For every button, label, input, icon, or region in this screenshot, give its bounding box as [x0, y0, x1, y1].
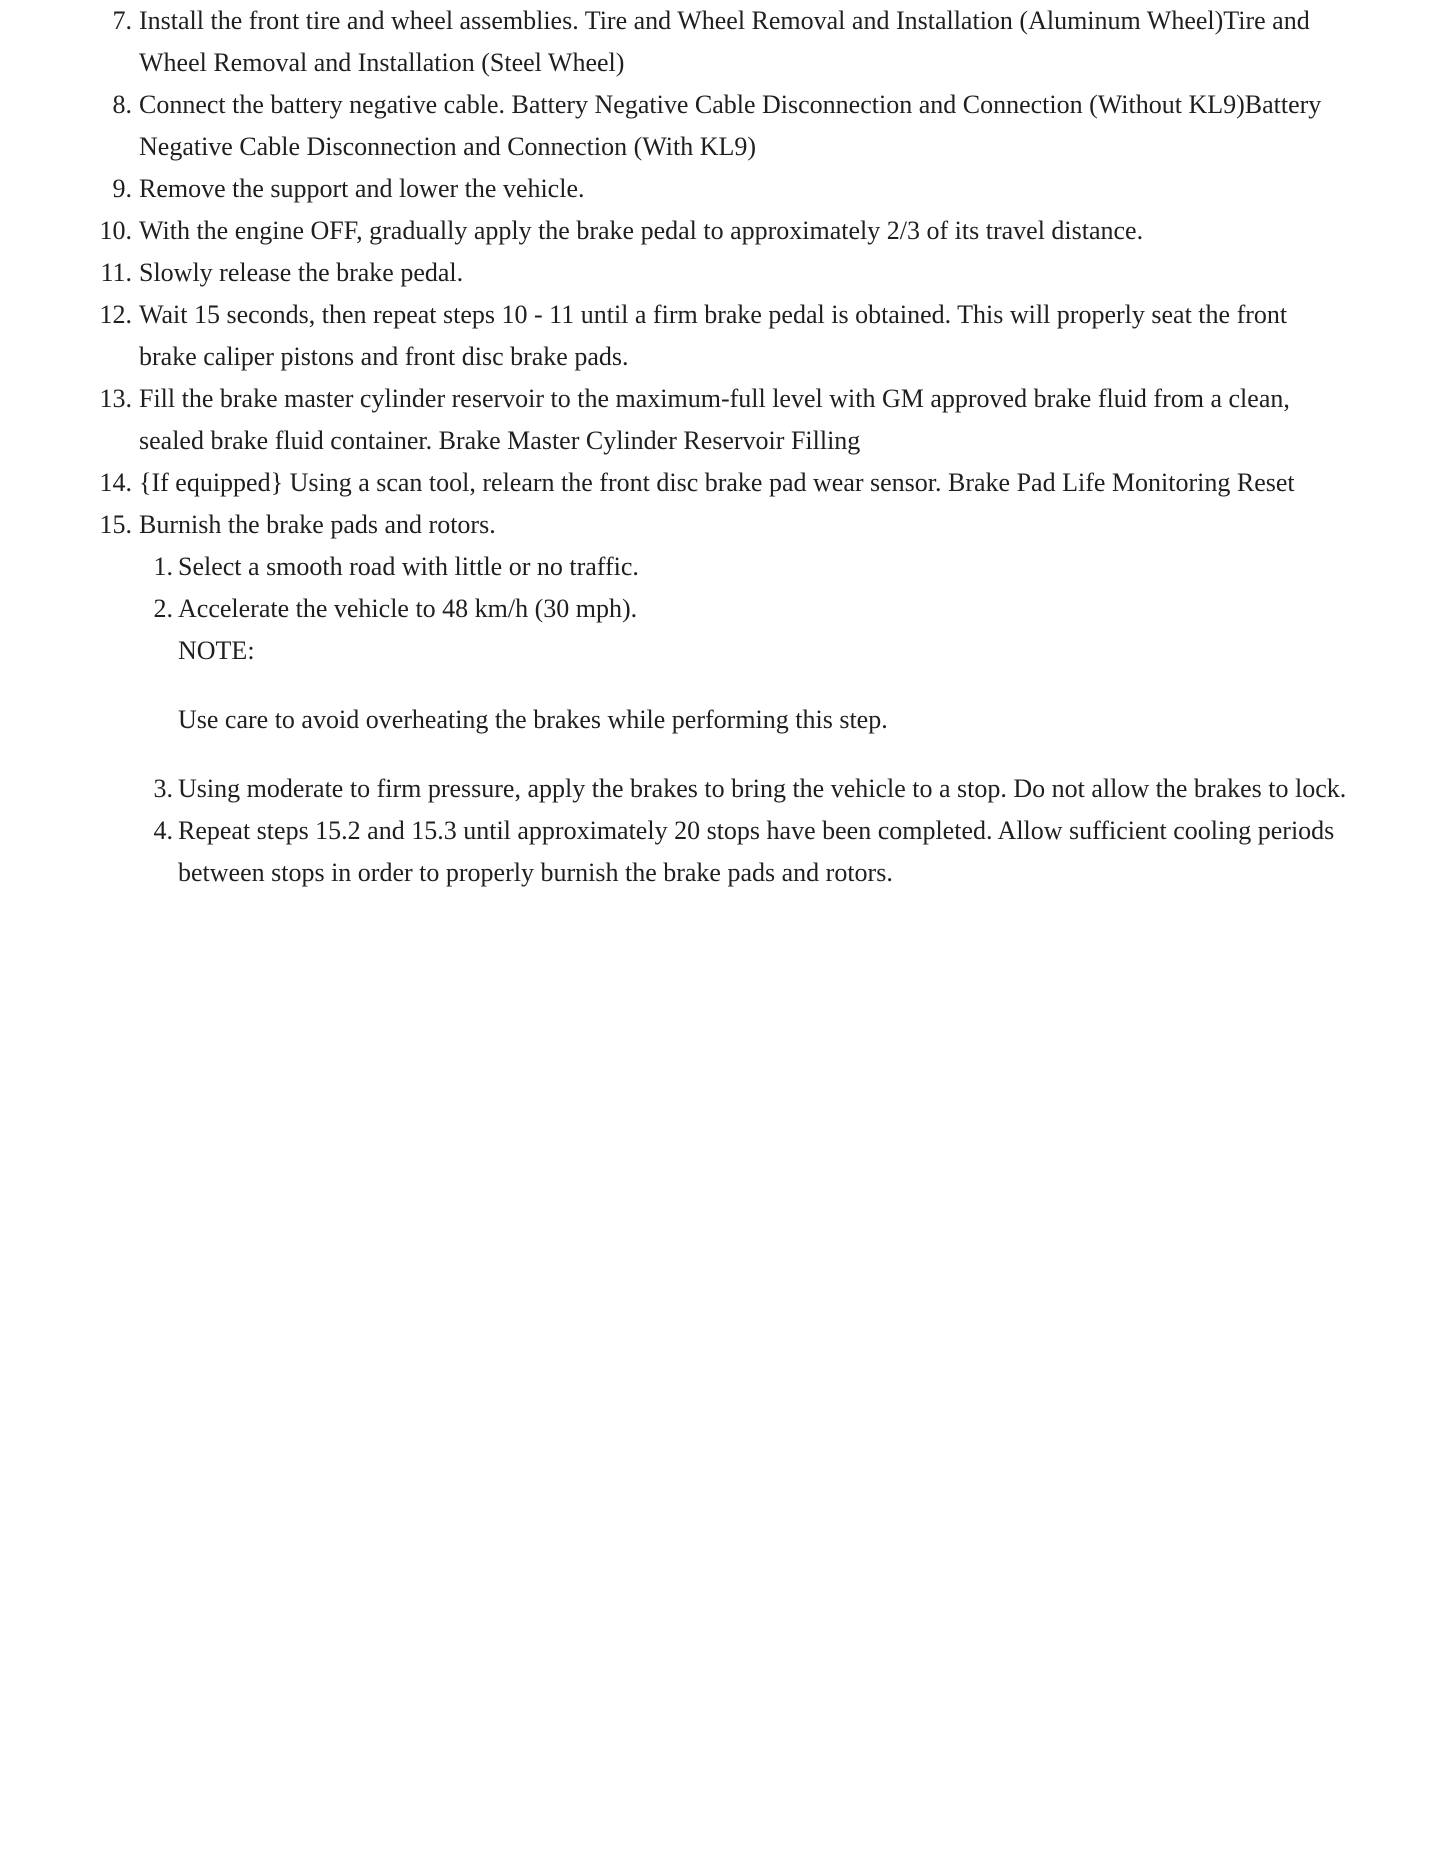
step-number: 14. [99, 468, 132, 497]
substep-15-3 [139, 768, 1350, 810]
step-number: 9. [112, 174, 132, 203]
step-text: With the engine OFF, gradually apply the brake pedal to approximately 2/3 of its travel distance. [139, 216, 1144, 245]
step-number: 12. [99, 300, 132, 329]
step-number: 8. [112, 90, 132, 119]
step-14 [0, 462, 1445, 504]
substep-15-4 [139, 810, 1350, 894]
step-number: 10. [99, 216, 132, 245]
substep-15-2 [139, 588, 1350, 741]
step-11 [0, 252, 1445, 294]
step-number: 15. [99, 510, 132, 539]
burnish-substeps [139, 546, 1350, 894]
procedure-steps [0, 0, 1445, 894]
note-text: Use care to avoid overheating the brakes while performing this step. [178, 705, 888, 734]
substep-15-1 [139, 546, 1350, 588]
step-text: Connect the battery negative cable. Battery Negative Cable Disconnection and Connection (Without KL9)Battery Negative Cable Disconnection and Connection (With KL9) [139, 90, 1322, 161]
step-12 [0, 294, 1445, 378]
substep-number: 1. [153, 552, 173, 581]
step-text: Slowly release the brake pedal. [139, 258, 464, 287]
substep-text: Select a smooth road with little or no traffic. [178, 552, 639, 581]
step-10 [0, 210, 1445, 252]
step-8 [0, 84, 1445, 168]
step-text: Fill the brake master cylinder reservoir to the maximum-full level with GM approved brake fluid from a clean, sealed brake fluid container. Brake Master Cylinder Reservoir Filling [139, 384, 1290, 455]
step-text: Install the front tire and wheel assemblies. Tire and Wheel Removal and Installation (Aluminum Wheel)Tire and Wheel Removal and Installation (Steel Wheel) [139, 6, 1310, 77]
step-text: Remove the support and lower the vehicle. [139, 174, 585, 203]
substep-number: 2. [153, 594, 173, 623]
step-13 [0, 378, 1445, 462]
substep-number: 4. [153, 816, 173, 845]
step-9 [0, 168, 1445, 210]
step-15 [0, 504, 1445, 894]
step-7 [0, 0, 1445, 84]
substep-text: Using moderate to firm pressure, apply the brakes to bring the vehicle to a stop. Do not allow the brakes to lock. [178, 774, 1347, 803]
substep-text: Accelerate the vehicle to 48 km/h (30 mph). [178, 594, 638, 623]
step-text: Wait 15 seconds, then repeat steps 10 - 11 until a firm brake pedal is obtained. This will properly seat the front brake caliper pistons and front disc brake pads. [139, 300, 1288, 371]
step-number: 13. [99, 384, 132, 413]
substep-number: 3. [153, 774, 173, 803]
substep-text: Repeat steps 15.2 and 15.3 until approximately 20 stops have been completed. Allow sufficient cooling periods between stops in order to properly burnish the brake pads and rotors. [178, 816, 1335, 887]
step-text: Burnish the brake pads and rotors. [139, 510, 496, 539]
step-text: {If equipped} Using a scan tool, relearn the front disc brake pad wear sensor. Brake Pad Life Monitoring Reset [139, 468, 1295, 497]
note-label: NOTE: [178, 636, 255, 665]
step-number: 7. [112, 6, 132, 35]
step-number: 11. [100, 258, 132, 287]
